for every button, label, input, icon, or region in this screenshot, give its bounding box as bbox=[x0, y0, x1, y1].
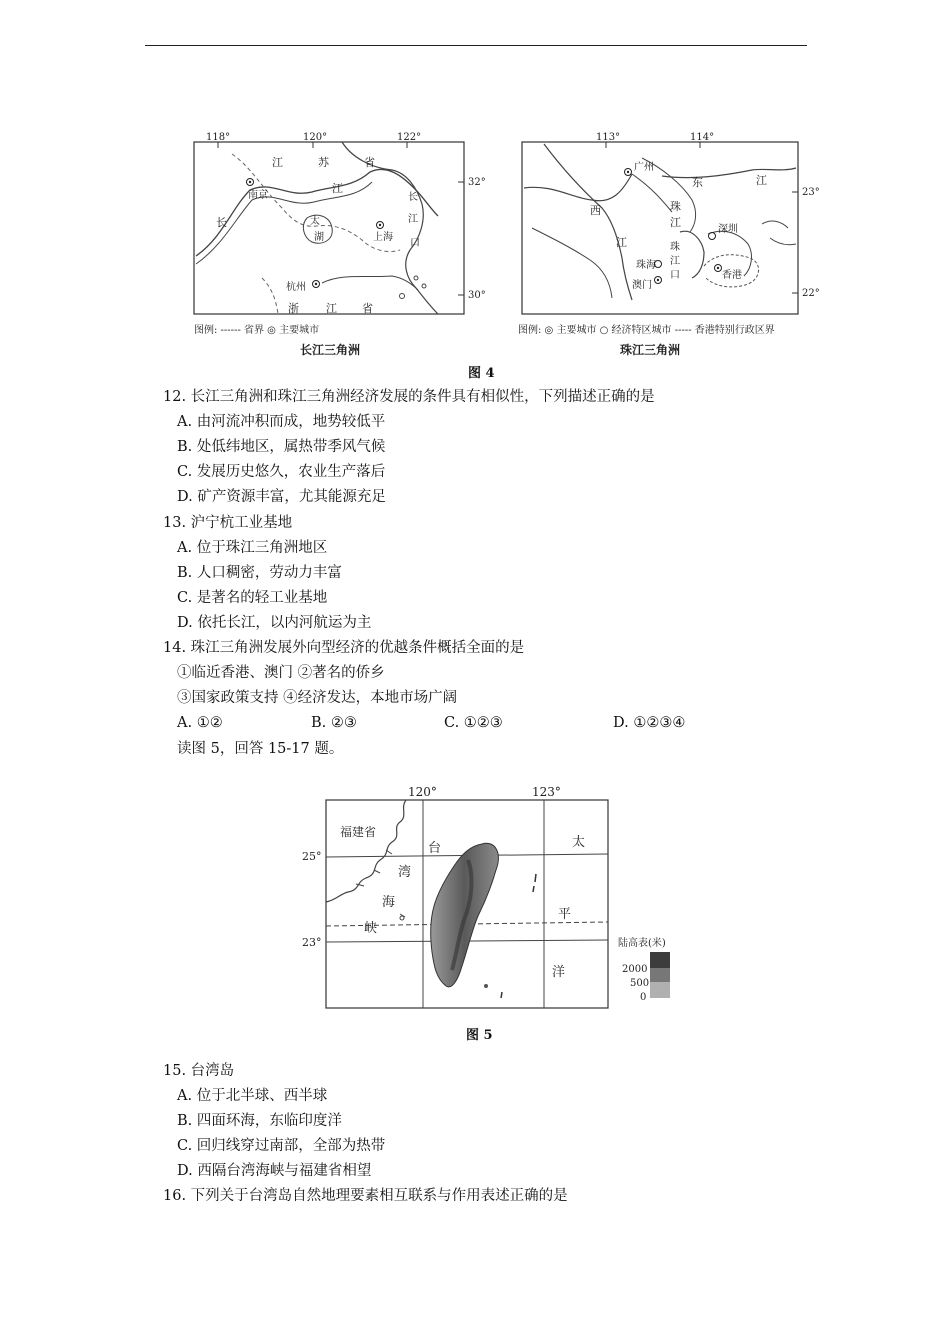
figure-5 bbox=[296, 780, 686, 1016]
svg-text:长: 长 bbox=[216, 216, 227, 229]
legend-left: 图例: ------ 省界 ◎ 主要城市 bbox=[194, 325, 320, 336]
figure-5-map bbox=[296, 780, 686, 1016]
q15-option-d: D. 西隔台湾海峡与福建省相望 bbox=[177, 1163, 372, 1179]
lat-30: 30° bbox=[468, 290, 486, 301]
title-right: 珠江三角洲 bbox=[620, 343, 681, 357]
question-14-stem: 14. 珠江三角洲发展外向型经济的优越条件概括全面的是 bbox=[163, 640, 525, 656]
svg-text:浙: 浙 bbox=[288, 302, 299, 315]
svg-text:西: 西 bbox=[590, 204, 601, 217]
svg-text:平: 平 bbox=[558, 907, 572, 922]
q12-option-c: C. 发展历史悠久，农业生产落后 bbox=[177, 464, 386, 480]
svg-text:江: 江 bbox=[272, 156, 283, 169]
legend-title: 陆高表(米) bbox=[618, 938, 666, 949]
q12-option-b: B. 处低纬地区，属热带季风气候 bbox=[177, 439, 386, 455]
q12-option-d: D. 矿产资源丰富，尤其能源充足 bbox=[177, 489, 386, 505]
svg-text:香港: 香港 bbox=[722, 270, 742, 281]
question-15-stem: 15. 台湾岛 bbox=[163, 1063, 235, 1079]
q14-choice-c: C. ①②③ bbox=[444, 715, 503, 731]
q13-option-a: A. 位于珠江三角洲地区 bbox=[177, 540, 328, 556]
svg-text:江: 江 bbox=[670, 256, 680, 267]
lat-22: 22° bbox=[802, 288, 820, 299]
svg-text:省: 省 bbox=[364, 156, 375, 169]
svg-text:口: 口 bbox=[670, 270, 680, 281]
svg-text:海: 海 bbox=[382, 895, 396, 910]
q14-choice-d: D. ①②③④ bbox=[613, 715, 686, 731]
q13-option-c: C. 是著名的轻工业基地 bbox=[177, 590, 328, 606]
figure-5-caption: 图 5 bbox=[466, 1028, 493, 1043]
svg-text:杭州: 杭州 bbox=[286, 282, 306, 293]
svg-text:湾: 湾 bbox=[398, 865, 412, 880]
figure-4-maps bbox=[192, 128, 822, 358]
svg-text:0: 0 bbox=[640, 992, 647, 1003]
svg-text:500: 500 bbox=[630, 978, 650, 989]
svg-text:江: 江 bbox=[616, 236, 627, 249]
svg-text:江: 江 bbox=[670, 216, 681, 229]
lon-120: 120° bbox=[303, 132, 328, 143]
svg-text:珠: 珠 bbox=[670, 242, 680, 253]
svg-text:苏: 苏 bbox=[318, 156, 329, 169]
svg-text:珠: 珠 bbox=[670, 200, 681, 213]
lat-23: 23° bbox=[302, 936, 322, 949]
lon-118: 118° bbox=[206, 132, 231, 143]
q15-option-c: C. 回归线穿过南部，全部为热带 bbox=[177, 1138, 386, 1154]
svg-text:口: 口 bbox=[410, 238, 420, 249]
svg-text:江: 江 bbox=[332, 182, 343, 195]
svg-text:长: 长 bbox=[408, 192, 418, 203]
question-13-stem: 13. 沪宁杭工业基地 bbox=[163, 515, 293, 531]
read-prompt: 读图 5，回答 15-17 题。 bbox=[177, 741, 344, 757]
q13-option-b: B. 人口稠密，劳动力丰富 bbox=[177, 565, 342, 581]
svg-text:上海: 上海 bbox=[373, 232, 393, 243]
svg-text:洋: 洋 bbox=[552, 965, 566, 980]
q12-option-a: A. 由河流冲积而成，地势较低平 bbox=[177, 414, 386, 430]
title-left: 长江三角洲 bbox=[300, 343, 361, 357]
header-rule bbox=[145, 45, 807, 46]
svg-text:广州: 广州 bbox=[634, 162, 654, 173]
svg-text:东: 东 bbox=[692, 176, 703, 189]
q13-option-d: D. 依托长江，以内河航运为主 bbox=[177, 615, 372, 631]
figure-4 bbox=[192, 128, 822, 358]
q14-items-1: ①临近香港、澳门 ②著名的侨乡 bbox=[177, 665, 385, 681]
q14-choice-a: A. ①② bbox=[177, 715, 223, 731]
svg-text:2000: 2000 bbox=[622, 964, 648, 975]
lon-122: 122° bbox=[397, 132, 422, 143]
lat-32: 32° bbox=[468, 177, 486, 188]
lat-23: 23° bbox=[802, 187, 820, 198]
svg-text:深圳: 深圳 bbox=[718, 224, 738, 235]
lon-113: 113° bbox=[596, 132, 621, 143]
svg-text:江: 江 bbox=[408, 214, 418, 225]
q14-items-2: ③国家政策支持 ④经济发达，本地市场广阔 bbox=[177, 690, 458, 706]
svg-text:江: 江 bbox=[326, 302, 337, 315]
q15-option-a: A. 位于北半球、西半球 bbox=[177, 1088, 328, 1104]
svg-text:福建省: 福建省 bbox=[340, 825, 377, 839]
lon-120: 120° bbox=[408, 785, 437, 799]
legend-right: 图例: ◎ 主要城市 ○ 经济特区城市 ----- 香港特别行政区界 bbox=[518, 325, 775, 336]
svg-text:南京: 南京 bbox=[248, 190, 268, 201]
svg-text:珠海: 珠海 bbox=[636, 260, 656, 271]
q15-option-b: B. 四面环海，东临印度洋 bbox=[177, 1113, 342, 1129]
lon-123: 123° bbox=[532, 785, 561, 799]
question-16-stem: 16. 下列关于台湾岛自然地理要素相互联系与作用表述正确的是 bbox=[163, 1188, 568, 1204]
svg-text:太: 太 bbox=[310, 216, 320, 227]
figure-4-caption: 图 4 bbox=[468, 366, 495, 381]
question-12-stem: 12. 长江三角洲和珠江三角洲经济发展的条件具有相似性，下列描述正确的是 bbox=[163, 389, 655, 405]
svg-text:峡: 峡 bbox=[364, 921, 378, 936]
svg-text:江: 江 bbox=[756, 174, 767, 187]
svg-text:湖: 湖 bbox=[314, 232, 324, 243]
svg-text:太: 太 bbox=[572, 835, 586, 850]
q14-choice-b: B. ②③ bbox=[311, 715, 357, 731]
svg-text:省: 省 bbox=[362, 302, 373, 315]
lat-25: 25° bbox=[302, 850, 322, 863]
lon-114: 114° bbox=[690, 132, 715, 143]
svg-text:澳门: 澳门 bbox=[632, 280, 652, 291]
svg-text:台: 台 bbox=[428, 841, 442, 856]
